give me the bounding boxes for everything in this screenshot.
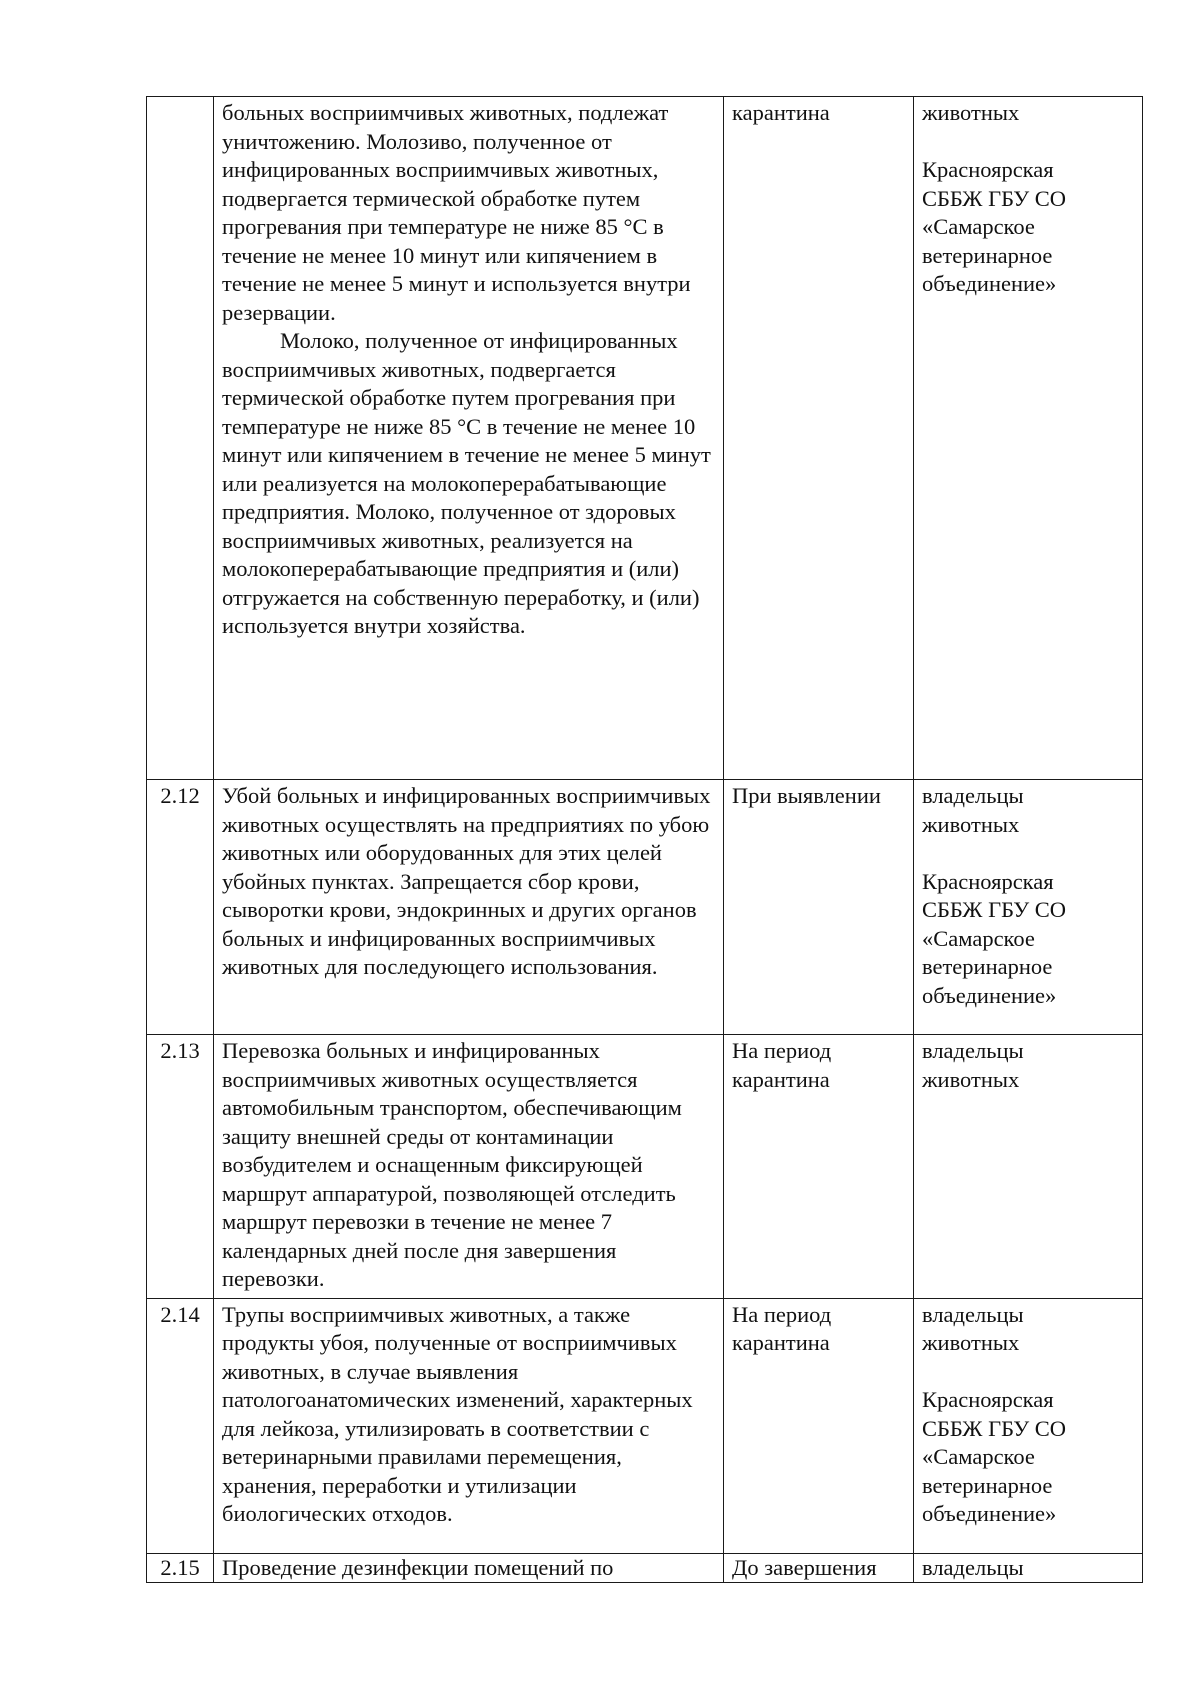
term-cell: До завершения [724, 1553, 914, 1583]
measure-text [214, 97, 724, 780]
responsible-org: СББЖ ГБУ СО [922, 897, 1067, 922]
responsible-owner: владельцы [922, 1038, 1024, 1063]
row-number: 2.13 [147, 1035, 214, 1299]
term-line: На период [732, 1038, 832, 1063]
responsible-owner: животных [922, 811, 1020, 837]
measure-text: Убой больных и инфицированных восприимчивых животных осуществлять на предприятиях по убою животных или оборудованных для этих целей убойных пунктах. Запрещается сбор крови, сыворотки крови, эндокринных и других органов больных и инфицированных восприимчивых животных для последующего использования. [214, 780, 724, 1035]
responsible-org: объединение» [922, 982, 1057, 1008]
row-number: 2.14 [147, 1298, 214, 1553]
responsible-owner: животных [922, 100, 1020, 125]
responsible-org: Красноярская [922, 157, 1054, 182]
measure-text: Проведение дезинфекции помещений по [214, 1553, 724, 1583]
responsible-owner: владельцы [922, 783, 1024, 808]
responsible-cell [914, 97, 1143, 780]
table-row [147, 1035, 1143, 1299]
term-line: карантина [732, 1330, 830, 1355]
measure-paragraph: Молоко, полученное от инфицированных восприимчивых животных, подвергается термической обработке путем прогревания при температуре не ниже 85 °С в течение не менее 10 минут или кипячением в течение не менее 5 минут или реализуется на молокоперерабатывающие предприятия. Молоко, полученное от здоровых восприимчивых животных, реализуется на молокоперерабатывающие предприятия и (или) отгружается на собственную переработку, и (или) используется внутри хозяйства. [222, 328, 711, 638]
measures-table [146, 96, 1143, 1583]
responsible-cell [914, 1035, 1143, 1299]
responsible-owner: владельцы [922, 1301, 1024, 1327]
term-line: карантина [732, 1066, 830, 1092]
responsible-org: Красноярская [922, 868, 1054, 894]
measure-text: Трупы восприимчивых животных, а также продукты убоя, полученные от восприимчивых животных, в случае выявления патологоанатомических изменений, характерных для лейкоза, утилизировать в соответствии с ветеринарными правилами перемещения, хранения, переработки и утилизации биологических отходов. [214, 1298, 724, 1553]
table-row [147, 1298, 1143, 1553]
responsible-org: Красноярская [922, 1387, 1054, 1412]
term-cell: При выявлении [724, 780, 914, 1035]
responsible-cell [914, 780, 1143, 1035]
row-number [147, 97, 214, 780]
responsible-owner: животных [922, 1066, 1020, 1092]
table-row [147, 1553, 1143, 1583]
term-cell [724, 1035, 914, 1299]
responsible-org: СББЖ ГБУ СО [922, 1415, 1067, 1441]
responsible-org: «Самарское [922, 214, 1035, 239]
responsible-org: СББЖ ГБУ СО [922, 185, 1067, 211]
table-row [147, 780, 1143, 1035]
responsible-owner: владельцы [922, 1554, 1024, 1580]
term-line: На период [732, 1301, 832, 1327]
measure-text: Перевозка больных и инфицированных восприимчивых животных осуществляется автомобильным транспортом, обеспечивающим защиту внешней среды от контаминации возбудителем и оснащенным фиксирующей маршрут аппаратурой, позволяющей отследить маршрут перевозки в течение не менее 7 календарных дней после дня завершения перевозки. [214, 1035, 724, 1299]
responsible-org: «Самарское [922, 1444, 1035, 1469]
responsible-owner: животных [922, 1330, 1020, 1355]
row-number: 2.15 [147, 1553, 214, 1583]
responsible-org: объединение» [922, 271, 1057, 296]
row-number: 2.12 [147, 780, 214, 1035]
responsible-cell [914, 1553, 1143, 1583]
term-cell [724, 1298, 914, 1553]
responsible-cell [914, 1298, 1143, 1553]
responsible-org: «Самарское [922, 925, 1035, 951]
term-cell: карантина [724, 97, 914, 780]
table-row [147, 97, 1143, 780]
responsible-org: ветеринарное [922, 954, 1053, 979]
responsible-org: ветеринарное [922, 242, 1053, 268]
responsible-org: ветеринарное [922, 1472, 1053, 1498]
measure-paragraph: больных восприимчивых животных, подлежат уничтожению. Молозиво, полученное от инфицированных восприимчивых животных, подвергается термической обработке путем прогревания при температуре не ниже 85 °С в течение не менее 10 минут или кипячением в течение не менее 5 минут и используется внутри резервации. [222, 100, 691, 325]
responsible-org: объединение» [922, 1501, 1057, 1526]
